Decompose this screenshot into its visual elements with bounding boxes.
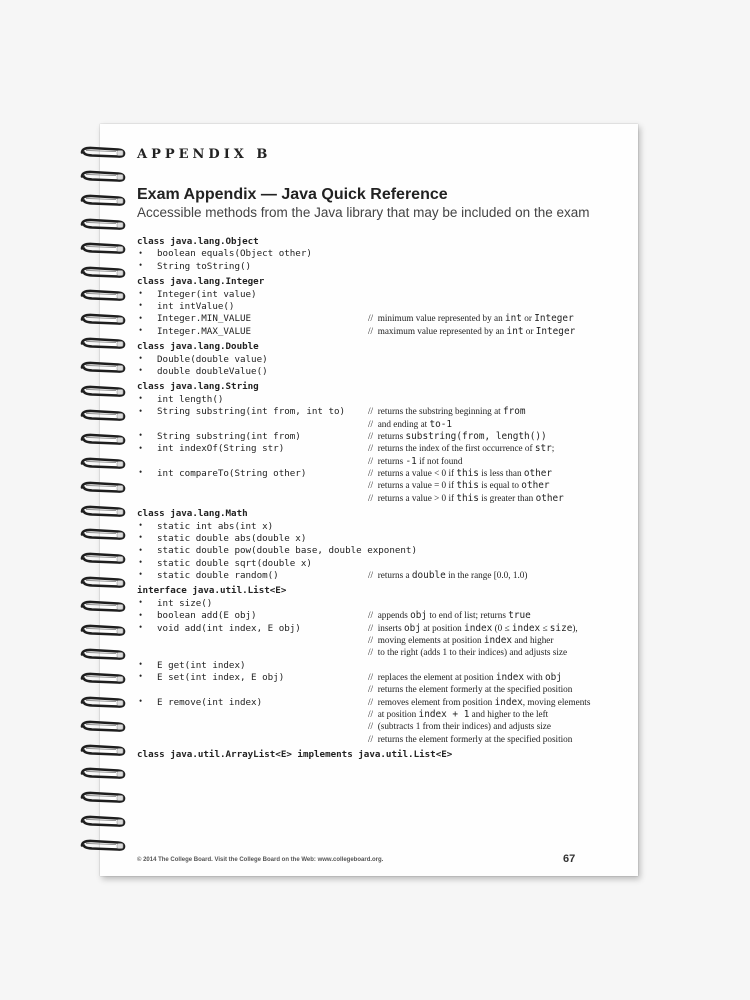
spiral-coil (80, 552, 126, 565)
comment-marker: // (368, 492, 378, 503)
method-signature: static double abs(double x) (157, 532, 307, 544)
comment-marker: // (368, 634, 378, 645)
bullet-glyph: • (139, 557, 143, 568)
spiral-coil (80, 505, 126, 518)
comment-text: if not found (416, 455, 463, 466)
comment-code: this (456, 492, 479, 504)
comment-text: inserts (377, 622, 404, 633)
comment-code: this (456, 480, 479, 492)
method-comment (368, 697, 590, 708)
spiral-coil (80, 696, 126, 709)
spiral-coil (80, 433, 126, 446)
spiral-coil (80, 457, 126, 470)
bullet-glyph: • (139, 467, 143, 478)
method-comment (368, 684, 572, 694)
spiral-coil (80, 767, 126, 780)
method-comment (368, 313, 574, 324)
method-signature: double doubleValue() (157, 365, 268, 377)
comment-text: in the range [0.0, 1.0) (445, 569, 528, 580)
method-comment (368, 406, 526, 417)
method-comment (368, 456, 463, 467)
method-signature: int size() (157, 597, 213, 609)
comment-text: returns a (377, 569, 412, 580)
comment-text: removes element from position (377, 696, 495, 707)
comment-text: to the right (adds 1 to their indices) and adjusts size (377, 647, 568, 658)
method-signature: boolean add(E obj) (157, 610, 257, 622)
method-comment (368, 610, 531, 621)
comment-code: Integer (535, 325, 576, 337)
comment-code: to-1 (429, 418, 453, 430)
comment-text: ≤ (540, 622, 550, 633)
spiral-coil (80, 218, 126, 231)
comment-marker: // (368, 671, 378, 682)
bullet-glyph: • (139, 544, 143, 555)
method-signature: int length() (157, 393, 224, 405)
bullet-glyph: • (139, 671, 143, 682)
class-heading: class java.lang.String (137, 381, 259, 393)
comment-marker: // (368, 406, 378, 417)
bullet-glyph: • (139, 288, 143, 299)
comment-marker: // (368, 569, 378, 580)
comment-code: true (508, 610, 531, 622)
comment-marker: // (368, 622, 378, 633)
comment-marker: // (368, 418, 378, 429)
method-signature: E set(int index, E obj) (157, 671, 285, 683)
comment-code: obj (410, 610, 428, 622)
method-signature: E get(int index) (157, 659, 246, 671)
comment-code: from (503, 406, 526, 418)
comment-marker: // (368, 721, 378, 732)
method-comment (368, 468, 552, 479)
bullet-glyph: • (139, 260, 143, 271)
method-comment (368, 431, 547, 442)
comment-text: returns the index of the first occurrence of (377, 443, 535, 454)
spiral-coil (80, 266, 126, 279)
bullet-glyph: • (139, 393, 143, 404)
method-comment (368, 721, 551, 731)
spiral-coil (80, 289, 126, 302)
comment-code: index (464, 622, 493, 634)
comment-text: is less than (478, 467, 524, 478)
comment-text: (0 ≤ (492, 622, 512, 633)
spiral-coil (80, 337, 126, 350)
comment-marker: // (368, 325, 378, 336)
spiral-coil (80, 242, 126, 255)
comment-text: is greater than (478, 492, 536, 503)
bullet-glyph: • (139, 430, 143, 441)
method-signature: Double(double value) (157, 353, 268, 365)
method-signature: static double pow(double base, double exponent) (157, 545, 417, 557)
comment-code: other (523, 467, 553, 479)
bullet-glyph: • (139, 365, 143, 376)
comment-text: and higher (512, 634, 554, 645)
method-signature: static double random() (157, 569, 279, 581)
method-signature: String substring(int from) (157, 430, 301, 442)
comment-marker: // (368, 455, 378, 466)
method-comment (368, 647, 567, 657)
bullet-glyph: • (139, 312, 143, 323)
comment-code: Integer (534, 313, 574, 325)
comment-code: obj (545, 671, 562, 683)
comment-code: obj (404, 622, 421, 634)
bullet-glyph: • (139, 532, 143, 543)
comment-marker: // (368, 313, 378, 324)
comment-text: with (524, 671, 545, 682)
spiral-coil (80, 720, 126, 733)
comment-text: or (521, 313, 535, 324)
spiral-coil (80, 672, 126, 685)
page-number: 67 (563, 853, 576, 865)
comment-text: returns a value < 0 if (377, 467, 457, 478)
method-signature: String toString() (157, 260, 252, 272)
spiral-coil (80, 624, 126, 637)
method-signature: static double sqrt(double x) (157, 557, 312, 569)
spiral-coil (80, 409, 126, 422)
spiral-coil (80, 361, 126, 374)
method-comment (368, 326, 575, 337)
bullet-glyph: • (139, 405, 143, 416)
comment-text: returns the element formerly at the specified position (377, 684, 573, 695)
spiral-coil (80, 576, 126, 589)
bullet-glyph: • (139, 442, 143, 453)
method-signature: void add(int index, E obj) (157, 622, 301, 634)
method-comment (368, 493, 564, 504)
comment-code: str (534, 443, 552, 455)
bullet-glyph: • (139, 300, 143, 311)
method-comment (368, 570, 527, 581)
bullet-glyph: • (139, 597, 143, 608)
bullet-glyph: • (139, 622, 143, 632)
comment-code: size (549, 622, 573, 634)
class-heading: interface java.util.List<E> (137, 585, 287, 597)
method-comment (368, 443, 554, 454)
class-heading: class java.util.ArrayList<E> implements java.util.List<E> (137, 749, 453, 761)
comment-text: to end of list; returns (427, 610, 509, 621)
comment-marker: // (368, 443, 378, 454)
class-heading: class java.lang.Object (137, 236, 259, 247)
comment-text: , moving elements (522, 696, 591, 707)
comment-code: index (483, 634, 513, 646)
comment-code: other (521, 480, 550, 492)
spiral-coil (80, 528, 126, 541)
class-heading: class java.lang.Math (137, 508, 248, 520)
comment-marker: // (368, 467, 378, 478)
spiral-coil (80, 146, 126, 159)
spiral-coil (80, 194, 126, 207)
bullet-glyph: • (139, 696, 143, 707)
method-comment (368, 672, 562, 683)
comment-text: returns a value = 0 if (377, 480, 457, 491)
comment-text: replaces the element at position (377, 671, 496, 682)
comment-text: (subtracts 1 from their indices) and adjusts size (377, 721, 551, 732)
bullet-glyph: • (139, 353, 143, 364)
bullet-glyph: • (139, 325, 143, 336)
comment-text: returns the element formerly at the specified position (377, 733, 573, 744)
comment-code: index (495, 671, 525, 683)
spiral-coil (80, 313, 126, 326)
spiral-coil (80, 481, 126, 494)
comment-marker: // (368, 647, 378, 658)
spiral-coil (80, 791, 126, 804)
method-comment (368, 734, 572, 744)
comment-text: returns (377, 455, 406, 466)
bullet-glyph: • (139, 569, 143, 580)
comment-code: int (505, 313, 522, 325)
class-heading: class java.lang.Double (137, 341, 259, 353)
spiral-coil (80, 600, 126, 613)
spiral-coil (80, 815, 126, 828)
method-signature: Integer.MAX_VALUE (157, 325, 252, 337)
spiral-coil (80, 385, 126, 398)
comment-text: at position (420, 622, 465, 633)
comment-text: at position (377, 708, 419, 719)
spiral-coil (80, 839, 126, 852)
comment-code: substring(from, length()) (405, 430, 547, 442)
comment-code: index (494, 696, 523, 708)
comment-text: returns the substring beginning at (377, 406, 503, 417)
comment-code: int (506, 325, 524, 337)
method-signature: int indexOf(String str) (157, 443, 285, 455)
comment-text: is equal to (478, 480, 522, 491)
bullet-glyph: • (139, 247, 143, 258)
method-signature: int compareTo(String other) (157, 467, 307, 479)
comment-text: and higher to the left (469, 708, 549, 719)
comment-marker: // (368, 684, 378, 695)
comment-marker: // (368, 708, 378, 719)
method-signature: String substring(int from, int to) (157, 406, 346, 418)
comment-marker: // (368, 733, 378, 744)
method-comment (368, 635, 553, 646)
method-comment (368, 709, 548, 720)
comment-marker: // (368, 430, 378, 441)
comment-text: ; (551, 443, 555, 454)
comment-text: or (523, 325, 536, 336)
method-comment (368, 419, 452, 430)
appendix-label: APPENDIX B (137, 147, 272, 162)
class-heading: class java.lang.Integer (137, 276, 265, 288)
comment-text: and ending at (377, 418, 430, 429)
comment-text: ), (572, 622, 578, 633)
comment-marker: // (368, 696, 378, 707)
method-signature: Integer.MIN_VALUE (157, 313, 252, 325)
comment-text: minimum value represented by an (377, 313, 506, 324)
page-title: Exam Appendix — Java Quick Reference (137, 186, 448, 203)
comment-text: appends (377, 610, 411, 621)
page-subtitle: Accessible methods from the Java library that may be included on the exam (137, 205, 590, 220)
comment-text: returns (377, 430, 406, 441)
method-signature: Integer(int value) (157, 288, 257, 300)
comment-marker: // (368, 480, 378, 491)
bullet-glyph: • (139, 520, 143, 530)
comment-text: moving elements at position (377, 634, 484, 645)
comment-code: this (456, 467, 479, 479)
bullet-glyph: • (139, 659, 143, 670)
bullet-glyph: • (139, 609, 143, 620)
method-signature: static int abs(int x) (157, 520, 274, 532)
spiral-coil (80, 744, 126, 757)
comment-text: returns a value > 0 if (377, 492, 457, 503)
comment-code: other (535, 492, 564, 504)
comment-marker: // (368, 610, 378, 621)
comment-code: index (511, 622, 541, 634)
copyright-footer: © 2014 The College Board. Visit the College Board on the Web: www.collegeboard.org. (137, 857, 384, 863)
method-signature: boolean equals(Object other) (157, 248, 312, 260)
method-signature: E remove(int index) (157, 696, 263, 708)
comment-text: maximum value represented by an (377, 325, 507, 336)
method-comment (368, 480, 550, 491)
comment-code: double (411, 569, 446, 581)
comment-code: index + 1 (418, 708, 470, 720)
method-comment (368, 623, 578, 634)
comment-code: -1 (405, 455, 417, 467)
spiral-coil (80, 648, 126, 661)
spiral-coil (80, 170, 126, 183)
method-signature: int intValue() (157, 300, 235, 312)
